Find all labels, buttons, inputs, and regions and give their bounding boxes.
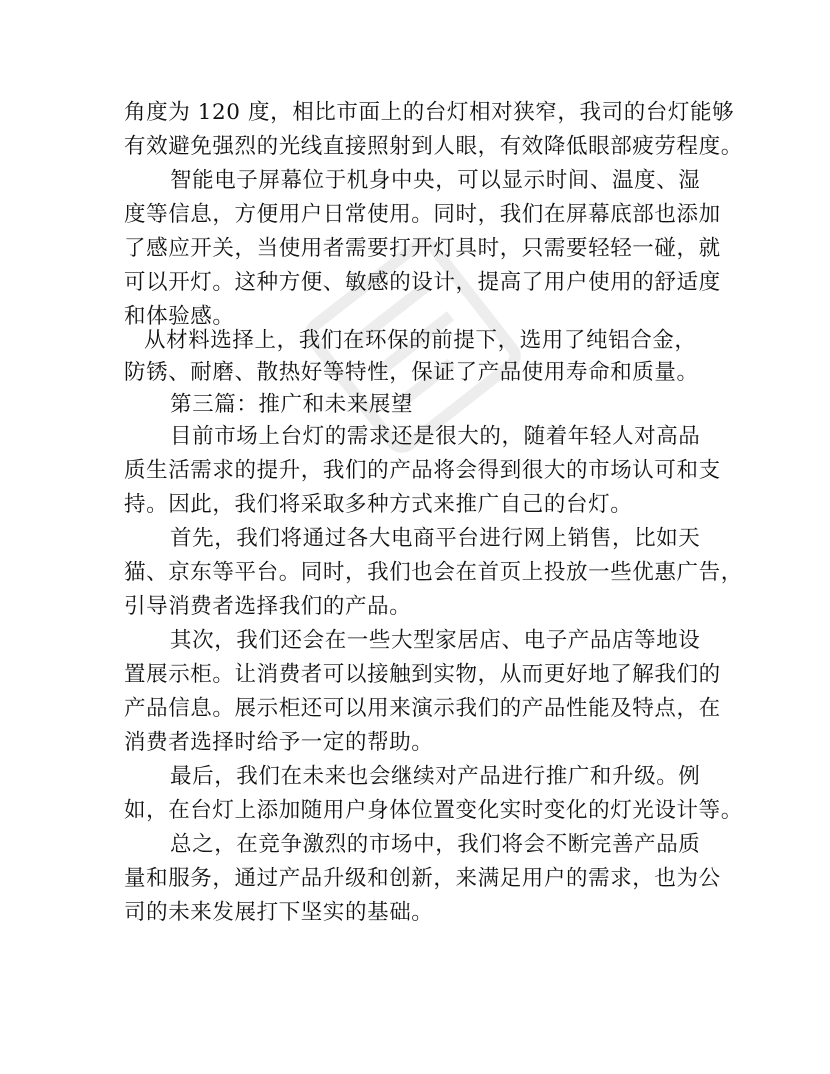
text-line: 目前市场上台灯的需求还是很大的，随着年轻人对高品: [170, 424, 701, 449]
text-line: 可以开灯。这种方便、敏感的设计，提高了用户使用的舒适度: [124, 270, 721, 295]
text-line: 从材料选择上，我们在环保的前提下，选用了纯铝合金，: [144, 328, 697, 353]
text-line: 置展示柜。让消费者可以接触到实物，从而更好地了解我们的: [124, 662, 721, 687]
text-line: 度等信息，方便用户日常使用。同时，我们在屏幕底部也添加: [124, 202, 721, 227]
text-line: 猫、京东等平台。同时，我们也会在首页上投放一些优惠广告，: [124, 560, 743, 585]
text-line: 量和服务，通过产品升级和创新，来满足用户的需求，也为公: [124, 866, 721, 891]
text-line: 最后，我们在未来也会继续对产品进行推广和升级。例: [170, 764, 701, 789]
text-line: 其次，我们还会在一些大型家居店、电子产品店等地设: [170, 628, 701, 653]
text-line: 角度为 120 度，相比市面上的台灯相对狭窄，我司的台灯能够: [124, 100, 735, 125]
text-line: 司的未来发展打下坚实的基础。: [124, 900, 434, 925]
text-line: 引导消费者选择我们的产品。: [124, 594, 412, 619]
text-line: 防锈、耐磨、散热好等特性，保证了产品使用寿命和质量。: [124, 360, 699, 385]
text-line: 总之，在竞争激烈的市场中，我们将会不断完善产品质: [170, 832, 701, 857]
text-line: 如，在台灯上添加随用户身体位置变化实时变化的灯光设计等。: [124, 798, 743, 823]
text-line: 了感应开关，当使用者需要打开灯具时，只需要轻轻一碰，就: [124, 236, 721, 261]
text-line: 消费者选择时给予一定的帮助。: [124, 730, 434, 755]
section-heading: 第三篇：推广和未来展望: [170, 392, 414, 417]
text-line: 首先，我们将通过各大电商平台进行网上销售，比如天: [170, 526, 701, 551]
text-line: 持。因此，我们将采取多种方式来推广自己的台灯。: [124, 492, 633, 517]
text-line: 和体验感。: [124, 304, 235, 329]
text-line: 质生活需求的提升，我们的产品将会得到很大的市场认可和支: [124, 458, 721, 483]
text-line: 产品信息。展示柜还可以用来演示我们的产品性能及特点，在: [124, 696, 721, 721]
text-line: 有效避免强烈的光线直接照射到人眼，有效降低眼部疲劳程度。: [124, 134, 743, 159]
text-line: 智能电子屏幕位于机身中央，可以显示时间、温度、湿: [170, 168, 701, 193]
